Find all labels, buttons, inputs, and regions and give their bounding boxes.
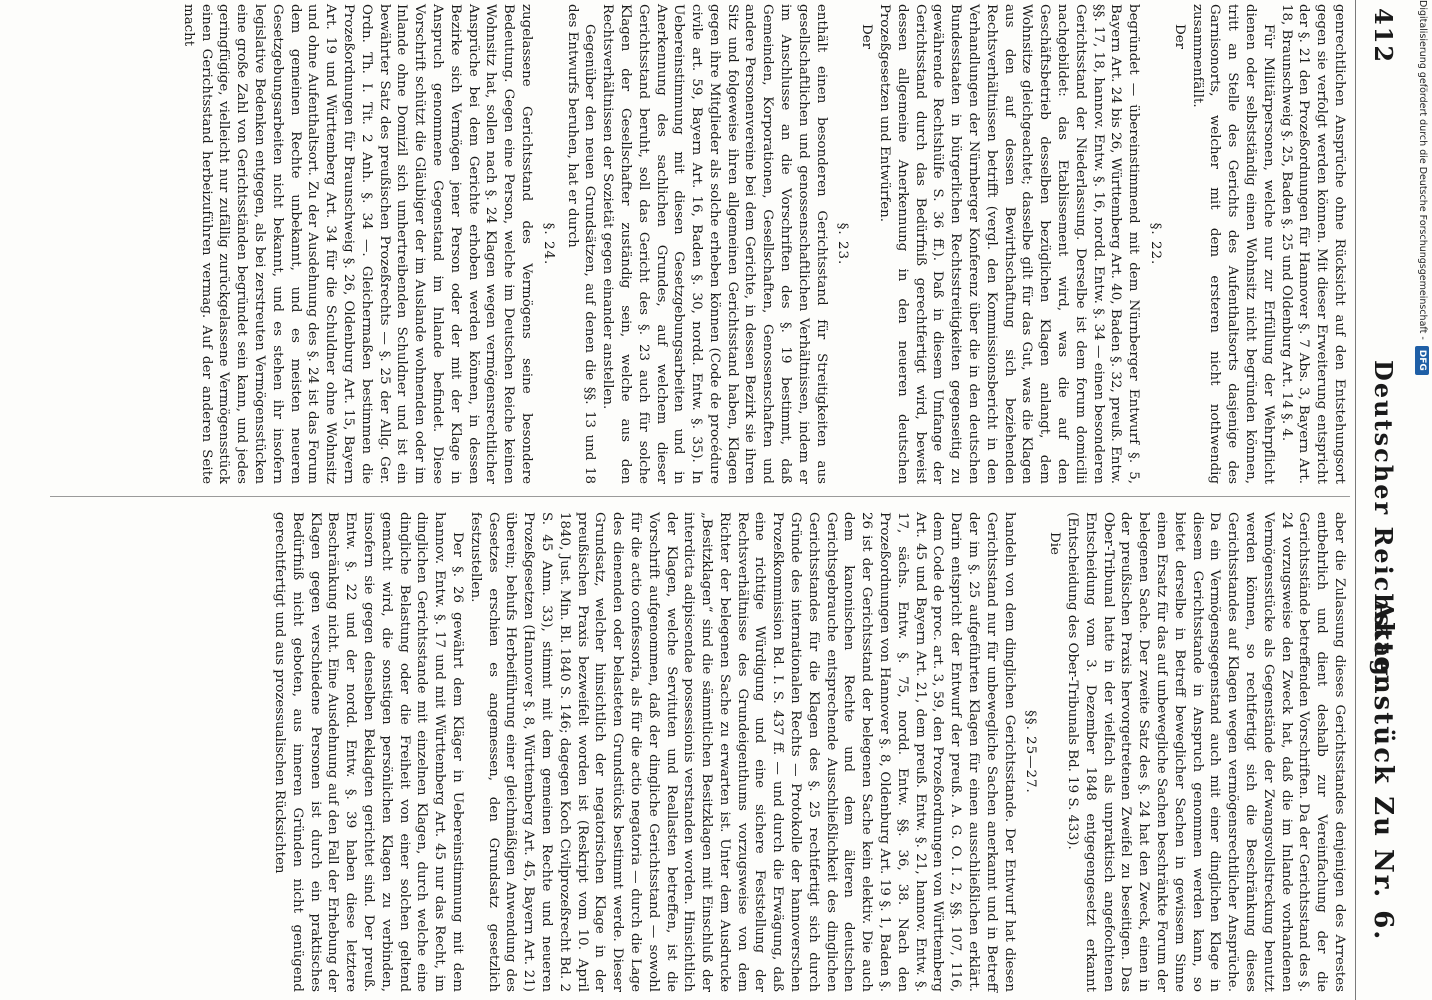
left-column-paragraph: Der [1171, 24, 1187, 50]
left-column-paragraph: Der [859, 24, 875, 50]
attribution-text: Digitalisierung gefördert durch die Deutsche Forschungsgemeinschaft - [1417, 0, 1428, 340]
right-column [270, 512, 1348, 992]
left-running-title: Deutscher Reichstag. [1369, 360, 1398, 689]
right-column-paragraph: Der §. 26 gewährt dem Kläger in Uebereinstimmung mit dem hannov. Entw. §. 17 und mit Württemberg Art. 45 nur das Recht, im dinglichen Gerichtsstande mit einzelnen Klagen, durch welche eine dingliche Belastung oder die Freiheit von einer solchen geltend gemacht wird, die sonstigen persönlichen Klagen zu verbinden, insofern sie gegen denselben Beklagten gerichtet sind. Der preuß. Entw. §. 22 und der nordd. Entw. §. 39 haben diese letztere Beschränkung nicht. Eine Ausdehnung auf den Fall der Erhebung der Klagen gegen verschiedene Personen ist durch ein praktisches Bedürfniß nicht geboten, aus inneren Gründen nicht genügend gerechtfertigt und aus prozessualischen Rücksichten [271, 512, 465, 992]
left-column-section-heading: §. 24. [540, 222, 556, 266]
page-number: 412 [1369, 8, 1398, 65]
left-column-paragraph: begründet — übereinstimmend mit dem Nürnberger Entwurf §. 5, Bayern Art. 24 bis 26, Württemberg Art. 40, Baden §. 32, preuß. Entw. §§. 17, 18, hannov. Entw. §. 16, nordd. Entw. §. 34 — einen besonderen Gerichtsstand der Niederlassung. Derselbe ist dem forum domicilii nachgebildet: das Etablissement wird, was die auf den Geschäftsbetrieb desselben bezüglichen Klagen anlangt, dem Wohnsitze gleichgeachtet; dasselbe gilt für das Gut, was die Klagen aus den auf dessen Bewirthschaftung sich beziehenden Rechtsverhältnissen betrifft (vergl. den Kommissionsbericht in den Verhandlungen der Nürnberger Konferenz über die in den deutschen Bundesstaaten in bürgerlichen Rechtsstreitigkeiten gegenseitig zu gewährende Rechtshülfe S. 36 ff.). Daß in diesem Umfange der Gerichtsstand durch das Bedürfniß gerechtfertigt wird, beweist dessen allgemeine Anerkennung in den neueren deutschen Prozeßgesetzen und Entwürfen. [877, 4, 1142, 484]
right-column-paragraph: handeln von dem dinglichen Gerichtsstande. Der Entwurf hat diesen Gerichtsstand nur für unbewegliche Sachen anerkannt und in Betreff der im §. 25 aufgeführten Klagen für einen ausschließlichen erklärt. Darin entspricht der Entwurf der preuß. A. G. O. I. 2, §§. 107, 116, dem Code de proc. art. 3, 59, den Prozeßordnungen von Württemberg Art. 45 und Bayern Art. 21, dem preuß. Entw. §. 21, hannov. Entw. §. 17, sächs. Entw. §. 75, nordd. Entw. §§. 36, 38. Nach den Prozeßordnungen von Hannover §. 8, Oldenburg Art. 19 §. 1, Baden §. 26 ist der Gerichtsstand der belegenen Sache kein elektiv. Die auch dem kanonischen Rechte und dem älteren deutschen Gerichtsgebrauche entsprechende Ausschließlichkeit des dinglichen Gerichtsstandes für die Klagen des §. 25 rechtfertigt sich durch Gründe des internationalen Rechts — Protokolle der hannoverschen Prozeßkommission Bd. I. S. 437 ff. — und durch die Erwägung, daß eine richtige Würdigung und eine sichere Feststellung der Rechtsverhältnisse des Grundeigenthums vorzugsweise von dem Richter der belegenen Sache zu erwarten ist. Unter dem Ausdrucke „Besitzklagen“ sind die sämmtlichen Besitzklagen mit Einschluß der interdicta adipiscendae possessionis verstanden worden. Hinsichtlich der Klagen, welche Servituten und Reallasten betreffen, ist die Vorschrift aufgenommen, daß der dingliche Gerichtsstand — sowohl für die actio confessoria, als für die actio negatoria — durch die Lage des dienenden oder belasteten Grundstücks bestimmt werde. Dieser Grundsatz, welcher hinsichtlich der negatorischen Klage in der preußischen Praxis bezweifelt worden ist (Reskript vom 10. April 1840, Just. Min. Bl. 1840 S. 146; dagegen Koch Civilprozeßrecht Bd. 2 S. 45 Anm. 33), stimmt mit dem gemeinen Rechte und neueren Prozeßgesetzen (Hannover §. 8, Württemberg Art. 45, Bayern Art. 21) überein; behufs Herbeiführung einer gleichmäßigen Anwendung des Gesetzes erschien es angemessen, den Grundsatz gesetzlich festzustellen. [467, 512, 1017, 992]
header-rule [1355, 0, 1356, 1000]
left-column [179, 4, 1348, 484]
dfg-logo: DFG [1415, 346, 1429, 375]
left-column-paragraph: zugelassene Gerichtsstand des Vermögens seine besondere Bedeutung. Gegen eine Person, welche im Deutschen Reiche keinen Wohnsitz hat, sollen nach §. 24 Klagen wegen vermögensrechtlicher Ansprüche bei dem Gerichte erhoben werden können, in dessen Bezirke sich Vermögen jener Person oder der mit der Klage in Anspruch genommene Gegenstand im Inlande befindet. Diese Vorschrift schützt die Gläubiger der im Auslande wohnenden oder im Inlande ohne Domizil sich umhertreibenden Schuldner und ist ein bewährter Satz des preußischen Prozeßrechts — §. 25 der Allg. Ger. Ordn. Th. I. Tit. 2 Anh. §. 34 —. Gleichermaßen bestimmen die Prozeßordnungen für Braunschweig §. 26, Oldenburg Art. 15, Bayern Art. 19 und Württemberg Art. 34 für die Schuldner ohne Wohnsitz und ohne Aufenthaltsort. Zu der Ausdehnung des §. 24 ist das Forum dem gemeinen Rechte unbekannt, und es meisten neueren Gesetzgebungsarbeiten nicht bekannt, und es stehen ihr insofern legislative Bedenken entgegen, als bei zerstreuten Vermögensstücken eine große Zahl von Gerichtsständen begründet sein kann, und jedes geringfügige, vielleicht nur zufällig zurückgelassene Vermögensstück einen Gerichtsstand herbeizuführen vermag. Auf der anderen Seite macht [180, 4, 534, 484]
right-column-paragraph: Die [1047, 532, 1063, 555]
digitization-attribution [1413, 0, 1432, 1000]
left-column-paragraph: genrechtlichen Ansprüche ohne Rücksicht auf den Entstehungsort gegen sie verfolgt werden können. Mit dieser Erweiterung entspricht der §. 21 den Prozeßordnungen für Hannover §. 7 Abs. 3, Bayern Art. 18, Braunschweig §. 25, Baden §. 25 und Oldenburg Art. 14 §. 4. [1278, 4, 1347, 484]
right-column-section-heading: §§. 25—27. [1023, 710, 1039, 794]
rotated-page-content [12, 0, 1412, 1000]
left-column-paragraph: Gegenüber den neuen Grundsätzen, auf denen die §§. 13 und 18 des Entwurfs beruhen, hat er durch [564, 4, 598, 484]
left-column-paragraph: enthält einen besonderen Gerichtsstand für Streitigkeiten aus gesellschaftlichen und genossenschaftlichen Verhältnissen, indem er im Anschlusse an die Vorschriften des §. 19 bestimmt, daß Gemeinden, Korporationen, Gesellschaften, Genossenschaften und andere Personenvereine bei dem Gerichte, in dessen Bezirk sie ihren Sitz und folgeweise ihren allgemeinen Gerichtsstand haben, Klagen gegen ihre Mitglieder als solche erheben können (Code de procédure civile art. 59, Bayern Art. 16, Baden §. 30, nordd. Entw. §. 35). In Uebereinstimmung mit diesen Gesetzgebungsarbeiten und in Anerkennung des sachlichen Grundes, auf welchem dieser Gerichtsstand beruht, soll das Gericht des §. 23 auch für solche Klagen der Gesellschafter zuständig sein, welche aus den Rechtsverhältnissen der Sozietät gegen einander anstellen. [600, 4, 829, 484]
column-divider [50, 496, 1350, 497]
right-column-paragraph: aber die Zulassung dieses Gerichtsstandes denjenigen des Arrestes entbehrlich und dient deshalb zur Vereinfachung der die Gerichtsstände betreffenden Vorschriften. Da der Gerichtsstand des §. 24 vorzugsweise den Zweck hat, daß die im Inlande vorhandenen Vermögensstücke als Gegenstände der Zwangsvollstreckung benutzt werden können, so rechtfertigt sich die Beschränkung dieses Gerichtsstandes auf Klagen wegen vermögensrechtlicher Ansprüche. Da ein Vermögensgegenstand auch mit einer dinglichen Klage in diesem Gerichtsstande in Anspruch genommen werden kann, so bietet derselbe in Betreff beweglicher Sachen in gewissem Sinne einen Ersatz für das auf unbewegliche Sachen beschränkte Forum der belegenen Sache. Der zweite Satz des §. 24 hat den Zweck, einen in der preußischen Praxis hervorgetretenen Zweifel zu beseitigen. Das Ober-Tribunal hatte in der vielfach als unpraktisch angefochtenen Entscheidung vom 3. Dezember 1848 entgegengesetzt erkannt (Entscheidung des Ober-Tribunals Bd. 19 S. 433). [1065, 512, 1347, 992]
left-column-paragraph: Für Militärpersonen, welche nur zur Erfüllung der Wehrpflicht dienen oder selbstständig einen Wohnsitz nicht begründen können, tritt an Stelle des Gerichts des Aufenthaltsorts dasjenige des Garnisonorts, welcher mit dem ersteren nicht nothwendig zusammenfällt. [1189, 4, 1276, 484]
left-column-section-heading: §. 23. [835, 222, 851, 266]
left-column-section-heading: §. 22. [1148, 222, 1164, 266]
right-running-title: Aktenstück Zu Nr. 6. [1368, 600, 1398, 942]
page-header [1352, 0, 1412, 1000]
